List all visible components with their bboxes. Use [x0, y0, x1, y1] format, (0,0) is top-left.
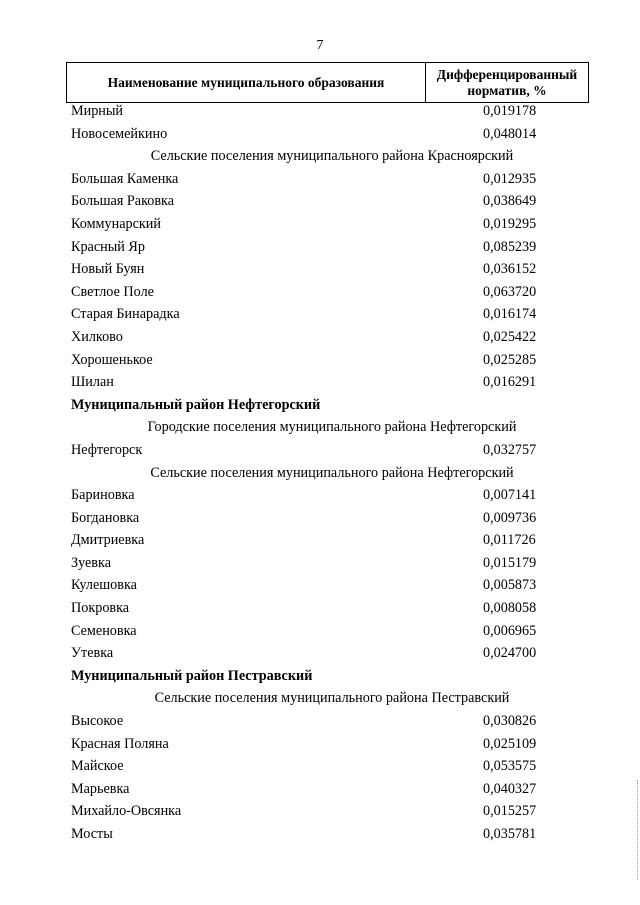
norm-value: 0,032757 — [483, 441, 537, 458]
header-norm-column — [426, 63, 588, 102]
subheading-text: Сельские поселения муниципального района Пестравский — [154, 690, 510, 707]
norm-value: 0,016291 — [483, 374, 537, 391]
table-header — [66, 62, 589, 103]
norm-value: 0,019178 — [483, 103, 537, 119]
norm-value: 0,015179 — [483, 554, 537, 571]
table-row — [0, 529, 640, 552]
norm-value: 0,053575 — [483, 758, 537, 775]
settlement-name: Марьевка — [71, 780, 130, 797]
header-name-column: Наименование муниципального образования — [67, 63, 426, 102]
header-norm-line2: норматив, % — [467, 82, 547, 98]
subheading-text: Сельские поселения муниципального района Нефтегорский — [150, 464, 514, 481]
norm-value: 0,035781 — [483, 826, 537, 842]
settlement-name: Покровка — [71, 600, 130, 617]
table-row — [0, 123, 640, 146]
settlement-name: Мосты — [71, 826, 113, 842]
norm-value: 0,036152 — [483, 261, 537, 278]
table-row — [0, 439, 640, 462]
settlement-name: Высокое — [71, 713, 124, 730]
table-row — [0, 371, 640, 394]
norm-value: 0,008058 — [483, 600, 537, 617]
settlement-name: Михайло-Овсянка — [71, 803, 182, 820]
table-row — [0, 507, 640, 530]
settlement-name: Светлое Поле — [71, 283, 154, 300]
settlement-name: Коммунарский — [71, 215, 161, 232]
table-row — [0, 642, 640, 665]
norm-value: 0,005873 — [483, 577, 537, 594]
settlement-name: Старая Бинарадка — [71, 306, 180, 323]
norm-value: 0,009736 — [483, 509, 537, 526]
settlement-name: Утевка — [71, 645, 114, 662]
table-row — [0, 755, 640, 778]
scan-edge-mark — [636, 780, 638, 880]
settlement-name: Семеновка — [71, 622, 137, 639]
norm-value: 0,015257 — [483, 803, 537, 820]
table-row — [0, 733, 640, 756]
district-heading-text: Муниципальный район Нефтегорский — [71, 396, 321, 413]
norm-value: 0,025285 — [483, 351, 537, 368]
settlement-name: Дмитриевка — [71, 532, 145, 549]
norm-value: 0,025109 — [483, 735, 537, 752]
settlement-name: Шилан — [71, 374, 114, 391]
table-row — [0, 823, 640, 846]
norm-value: 0,063720 — [483, 283, 537, 300]
norm-value: 0,025422 — [483, 328, 537, 345]
table-row — [0, 778, 640, 801]
table-row — [0, 349, 640, 372]
norm-value: 0,038649 — [483, 193, 537, 210]
subheading-text: Сельские поселения муниципального района Красноярский — [150, 148, 514, 165]
settlement-name: Майское — [71, 758, 124, 775]
settlement-name: Мирный — [71, 103, 124, 119]
table-row — [0, 326, 640, 349]
header-norm-line1: Дифференцированный — [436, 66, 578, 82]
section-subheading — [0, 145, 640, 168]
settlement-name: Богдановка — [71, 509, 140, 526]
norm-value: 0,016174 — [483, 306, 537, 323]
table-row — [0, 281, 640, 304]
table-row — [0, 258, 640, 281]
section-subheading — [0, 416, 640, 439]
norm-value: 0,030826 — [483, 713, 537, 730]
table-row — [0, 484, 640, 507]
settlement-name: Хилково — [71, 328, 123, 345]
settlement-name: Большая Раковка — [71, 193, 175, 210]
district-heading — [0, 394, 640, 417]
norm-value: 0,019295 — [483, 215, 537, 232]
table-row — [0, 710, 640, 733]
district-heading-text: Муниципальный район Пестравский — [71, 667, 313, 684]
norm-value: 0,006965 — [483, 622, 537, 639]
settlement-name: Новосемейкино — [71, 125, 168, 142]
settlement-name: Нефтегорск — [71, 441, 143, 458]
norm-value: 0,048014 — [483, 125, 537, 142]
table-row — [0, 168, 640, 191]
norm-value: 0,024700 — [483, 645, 537, 662]
page-number: 7 — [316, 38, 324, 53]
settlement-name: Хорошенькое — [71, 351, 153, 368]
table-row — [0, 597, 640, 620]
district-heading — [0, 665, 640, 688]
settlement-name: Зуевка — [71, 554, 111, 571]
table-row — [0, 552, 640, 575]
table-row — [0, 213, 640, 236]
norm-value: 0,085239 — [483, 238, 537, 255]
table-row — [0, 236, 640, 259]
table-body — [0, 100, 640, 846]
table-row — [0, 574, 640, 597]
table-row — [0, 190, 640, 213]
settlement-name: Красный Яр — [71, 238, 145, 255]
settlement-name: Большая Каменка — [71, 170, 179, 187]
table-row — [0, 303, 640, 326]
norm-value: 0,011726 — [483, 532, 536, 549]
settlement-name: Бариновка — [71, 487, 135, 504]
table-row — [0, 800, 640, 823]
section-subheading — [0, 462, 640, 485]
settlement-name: Новый Буян — [71, 261, 145, 278]
table-row — [0, 100, 640, 123]
subheading-text: Городские поселения муниципального района Нефтегорский — [147, 419, 517, 436]
norm-value: 0,040327 — [483, 780, 537, 797]
section-subheading — [0, 687, 640, 710]
norm-value: 0,007141 — [483, 487, 537, 504]
table-row — [0, 620, 640, 643]
norm-value: 0,012935 — [483, 170, 537, 187]
settlement-name: Красная Поляна — [71, 735, 169, 752]
settlement-name: Кулешовка — [71, 577, 137, 594]
